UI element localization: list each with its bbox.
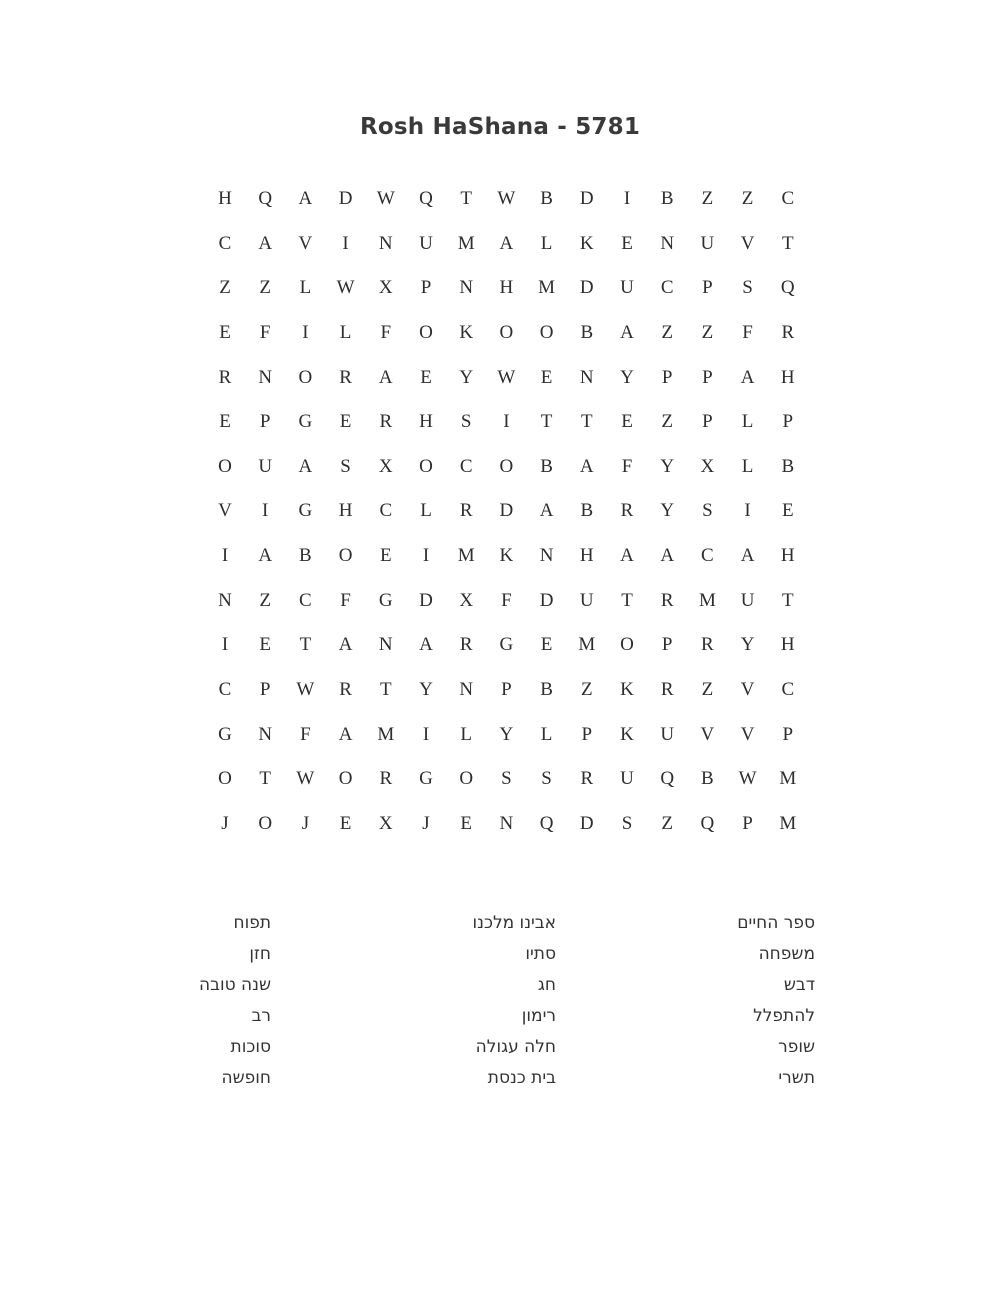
grid-letter[interactable]: E xyxy=(219,411,231,433)
word-bank-item: תשרי xyxy=(778,1068,815,1088)
grid-letter[interactable]: R xyxy=(339,679,352,701)
grid-letter[interactable]: G xyxy=(298,411,313,433)
grid-letter[interactable]: S xyxy=(742,277,753,299)
grid-letter[interactable]: F xyxy=(340,589,351,611)
grid-letter[interactable]: S xyxy=(541,768,552,790)
grid-letter[interactable]: E xyxy=(781,500,794,522)
grid-letter[interactable]: A xyxy=(338,723,353,745)
word-bank-item: רב xyxy=(251,1006,271,1026)
grid-letter[interactable]: L xyxy=(540,232,553,254)
grid-letter[interactable]: M xyxy=(457,545,475,567)
grid-row xyxy=(205,586,795,631)
grid-letter[interactable]: C xyxy=(701,545,714,567)
grid-row xyxy=(205,184,795,229)
grid-letter[interactable]: I xyxy=(221,545,229,567)
grid-letter[interactable]: D xyxy=(419,589,433,611)
grid-letter[interactable]: X xyxy=(378,812,393,834)
grid-letter[interactable]: M xyxy=(779,768,797,790)
grid-row xyxy=(205,764,795,809)
grid-letter[interactable]: V xyxy=(298,232,313,254)
grid-letter[interactable]: F xyxy=(259,321,271,343)
grid-letter[interactable]: O xyxy=(218,768,232,790)
word-bank-item: חזן xyxy=(249,944,271,964)
grid-letter[interactable]: N xyxy=(218,589,232,611)
grid-letter[interactable]: G xyxy=(218,723,232,745)
page-title: Rosh HaShana - 5781 xyxy=(359,114,641,140)
grid-letter[interactable]: J xyxy=(221,812,229,834)
grid-letter[interactable]: D xyxy=(579,188,594,209)
grid-letter[interactable]: A xyxy=(579,455,594,477)
grid-letter[interactable]: I xyxy=(422,545,430,567)
word-bank-item: חופשה xyxy=(221,1068,271,1088)
grid-letter[interactable]: I xyxy=(302,321,309,343)
word-bank-item: חג xyxy=(537,975,556,995)
grid-letter[interactable]: A xyxy=(620,545,634,567)
grid-letter[interactable]: P xyxy=(702,411,713,433)
grid-letter[interactable]: Z xyxy=(661,812,673,834)
grid-letter[interactable]: A xyxy=(258,545,273,567)
grid-letter[interactable]: O xyxy=(620,634,634,656)
grid-letter[interactable]: L xyxy=(420,500,432,522)
grid-letter[interactable]: Z xyxy=(701,188,714,209)
grid-letter[interactable]: A xyxy=(660,545,675,567)
grid-letter[interactable]: K xyxy=(459,321,474,343)
grid-row xyxy=(205,496,795,541)
grid-letter[interactable]: Z xyxy=(661,411,673,433)
grid-letter[interactable]: P xyxy=(702,277,713,299)
grid-letter[interactable]: I xyxy=(221,634,229,656)
grid-letter[interactable]: P xyxy=(420,277,432,299)
grid-letter[interactable]: L xyxy=(339,321,352,343)
grid-row xyxy=(205,541,795,586)
grid-letter[interactable]: F xyxy=(742,321,753,343)
grid-letter[interactable]: O xyxy=(258,812,273,834)
grid-letter[interactable]: M xyxy=(377,723,395,745)
word-search-grid xyxy=(205,184,795,854)
grid-letter[interactable]: H xyxy=(780,545,795,567)
grid-letter[interactable]: E xyxy=(339,411,352,433)
grid-letter[interactable]: W xyxy=(336,277,355,299)
grid-letter[interactable]: E xyxy=(540,366,553,388)
grid-letter[interactable]: S xyxy=(340,455,351,477)
grid-letter[interactable]: X xyxy=(378,277,393,299)
grid-letter[interactable]: L xyxy=(741,411,754,433)
grid-letter[interactable]: S xyxy=(460,411,472,433)
grid-letter[interactable]: O xyxy=(499,321,514,343)
grid-letter[interactable]: H xyxy=(579,545,594,567)
grid-letter[interactable]: A xyxy=(499,232,514,254)
grid-letter[interactable]: G xyxy=(499,634,514,656)
grid-letter[interactable]: C xyxy=(660,277,674,299)
grid-letter[interactable]: P xyxy=(742,812,753,834)
word-bank-item: משפחה xyxy=(758,944,815,964)
grid-row xyxy=(205,630,795,675)
grid-letter[interactable]: O xyxy=(499,455,514,477)
grid-letter[interactable]: T xyxy=(259,768,271,790)
grid-letter[interactable]: U xyxy=(419,232,433,254)
grid-letter[interactable]: N xyxy=(660,232,675,254)
grid-letter[interactable]: T xyxy=(379,679,392,701)
word-bank-item: סוכות xyxy=(230,1037,271,1057)
grid-letter[interactable]: R xyxy=(580,768,594,790)
grid-row xyxy=(205,363,795,408)
word-bank-item: סתיו xyxy=(525,944,556,964)
grid-letter[interactable]: A xyxy=(378,366,393,388)
grid-letter[interactable]: K xyxy=(620,679,634,701)
grid-letter[interactable]: L xyxy=(540,723,553,745)
grid-letter[interactable]: D xyxy=(579,277,594,299)
grid-letter[interactable]: V xyxy=(700,723,715,745)
grid-letter[interactable]: E xyxy=(219,321,231,343)
grid-letter[interactable]: Q xyxy=(700,812,715,834)
grid-letter[interactable]: B xyxy=(781,455,795,477)
grid-letter[interactable]: E xyxy=(259,634,271,656)
grid-letter[interactable]: P xyxy=(782,411,794,433)
grid-letter[interactable]: Z xyxy=(259,277,271,299)
grid-letter[interactable]: P xyxy=(501,679,512,701)
grid-letter[interactable]: T xyxy=(781,232,794,254)
grid-letter[interactable]: V xyxy=(740,232,755,254)
grid-letter[interactable]: X xyxy=(378,455,393,477)
grid-letter[interactable]: P xyxy=(581,723,593,745)
grid-letter[interactable]: B xyxy=(580,321,594,343)
grid-letter[interactable]: X xyxy=(459,589,474,611)
grid-letter[interactable]: P xyxy=(661,634,673,656)
grid-letter[interactable]: E xyxy=(339,812,352,834)
grid-letter[interactable]: U xyxy=(660,723,675,745)
grid-letter[interactable]: O xyxy=(419,321,433,343)
grid-letter[interactable]: V xyxy=(218,500,232,522)
grid-letter[interactable]: D xyxy=(579,812,594,834)
grid-row xyxy=(205,675,795,720)
grid-letter[interactable]: Z xyxy=(741,188,754,209)
grid-letter[interactable]: U xyxy=(620,768,634,790)
grid-letter[interactable]: A xyxy=(258,232,273,254)
grid-row xyxy=(205,273,795,318)
grid-letter[interactable]: I xyxy=(342,232,349,254)
grid-letter[interactable]: R xyxy=(781,321,795,343)
grid-letter[interactable]: G xyxy=(378,589,393,611)
grid-letter[interactable]: C xyxy=(459,455,473,477)
grid-letter[interactable]: H xyxy=(499,277,514,299)
grid-letter[interactable]: Q xyxy=(419,188,433,209)
grid-letter[interactable]: R xyxy=(459,500,473,522)
grid-letter[interactable]: C xyxy=(299,589,312,611)
grid-letter[interactable]: U xyxy=(700,232,715,254)
grid-letter[interactable]: N xyxy=(258,366,273,388)
grid-letter[interactable]: F xyxy=(621,455,633,477)
grid-letter[interactable]: I xyxy=(744,500,751,522)
grid-letter[interactable]: B xyxy=(540,679,553,701)
grid-letter[interactable]: R xyxy=(620,500,634,522)
word-bank-middle-column xyxy=(473,908,556,1094)
grid-letter[interactable]: B xyxy=(299,545,312,567)
grid-letter[interactable]: R xyxy=(379,411,393,433)
grid-letter[interactable]: H xyxy=(780,634,795,656)
grid-letter[interactable]: I xyxy=(262,500,269,522)
grid-letter[interactable]: F xyxy=(380,321,392,343)
grid-letter[interactable]: Z xyxy=(701,321,714,343)
grid-letter[interactable]: T xyxy=(781,589,794,611)
grid-letter[interactable]: M xyxy=(578,634,596,656)
grid-letter[interactable]: I xyxy=(422,723,430,745)
grid-letter[interactable]: X xyxy=(700,455,715,477)
grid-letter[interactable]: Z xyxy=(701,679,714,701)
grid-letter[interactable]: O xyxy=(298,366,313,388)
grid-letter[interactable]: B xyxy=(540,455,553,477)
grid-letter[interactable]: Y xyxy=(660,455,675,477)
grid-letter[interactable]: S xyxy=(621,812,633,834)
grid-letter[interactable]: O xyxy=(218,455,232,477)
grid-letter[interactable]: G xyxy=(419,768,433,790)
grid-letter[interactable]: S xyxy=(702,500,713,522)
grid-letter[interactable]: D xyxy=(539,589,554,611)
grid-letter[interactable]: W xyxy=(296,768,315,790)
grid-letter[interactable]: R xyxy=(459,634,473,656)
grid-letter[interactable]: B xyxy=(701,768,714,790)
grid-letter[interactable]: I xyxy=(503,411,510,433)
grid-letter[interactable]: C xyxy=(218,232,232,254)
grid-letter[interactable]: A xyxy=(539,500,554,522)
grid-letter[interactable]: E xyxy=(540,634,553,656)
grid-letter[interactable]: N xyxy=(499,812,514,834)
grid-letter[interactable]: Y xyxy=(660,500,675,522)
grid-letter[interactable]: S xyxy=(501,768,512,790)
grid-letter[interactable]: R xyxy=(660,679,674,701)
grid-letter[interactable]: O xyxy=(338,545,353,567)
word-bank-left-column xyxy=(199,908,271,1094)
grid-letter[interactable]: A xyxy=(338,634,353,656)
grid-letter[interactable]: T xyxy=(460,188,472,209)
grid-letter[interactable]: U xyxy=(579,589,594,611)
grid-letter[interactable]: W xyxy=(497,188,516,209)
grid-letter[interactable]: U xyxy=(620,277,634,299)
grid-letter[interactable]: P xyxy=(661,366,673,388)
grid-letter[interactable]: E xyxy=(621,232,633,254)
grid-letter[interactable]: N xyxy=(579,366,594,388)
grid-letter[interactable]: Z xyxy=(580,679,593,701)
grid-letter[interactable]: A xyxy=(620,321,634,343)
grid-letter[interactable]: E xyxy=(420,366,432,388)
grid-letter[interactable]: Q xyxy=(660,768,675,790)
grid-letter[interactable]: Y xyxy=(499,723,514,745)
grid-row xyxy=(205,809,795,854)
grid-letter[interactable]: M xyxy=(698,589,716,611)
grid-letter[interactable]: O xyxy=(419,455,433,477)
grid-letter[interactable]: A xyxy=(740,545,755,567)
grid-letter[interactable]: N xyxy=(539,545,554,567)
grid-letter[interactable]: G xyxy=(298,500,313,522)
grid-letter[interactable]: N xyxy=(459,679,474,701)
grid-letter[interactable]: T xyxy=(299,634,312,656)
grid-letter[interactable]: M xyxy=(538,277,556,299)
grid-letter[interactable]: E xyxy=(379,545,392,567)
grid-letter[interactable]: M xyxy=(457,232,475,254)
grid-letter[interactable]: P xyxy=(259,679,271,701)
grid-letter[interactable]: H xyxy=(780,366,795,388)
grid-letter[interactable]: C xyxy=(781,679,795,701)
grid-letter[interactable]: I xyxy=(623,188,631,209)
grid-letter[interactable]: O xyxy=(459,768,474,790)
grid-letter[interactable]: Q xyxy=(258,188,273,209)
grid-letter[interactable]: V xyxy=(740,679,755,701)
word-bank-item: דבש xyxy=(783,975,815,995)
grid-letter[interactable]: V xyxy=(740,723,755,745)
grid-letter[interactable]: A xyxy=(419,634,433,656)
grid-letter[interactable]: R xyxy=(701,634,714,656)
grid-row xyxy=(205,720,795,765)
grid-letter[interactable]: L xyxy=(741,455,754,477)
grid-letter[interactable]: O xyxy=(338,768,353,790)
grid-letter[interactable]: D xyxy=(499,500,514,522)
word-bank-item: רימון xyxy=(521,1006,556,1026)
grid-letter[interactable]: J xyxy=(301,812,310,834)
grid-row xyxy=(205,229,795,274)
grid-letter[interactable]: Q xyxy=(539,812,554,834)
grid-letter[interactable]: N xyxy=(258,723,273,745)
grid-letter[interactable]: T xyxy=(621,589,633,611)
grid-letter[interactable]: U xyxy=(740,589,755,611)
grid-letter[interactable]: N xyxy=(459,277,474,299)
grid-letter[interactable]: N xyxy=(378,634,393,656)
grid-letter[interactable]: Q xyxy=(780,277,795,299)
grid-letter[interactable]: L xyxy=(299,277,312,299)
grid-letter[interactable]: E xyxy=(621,411,633,433)
grid-letter[interactable]: Y xyxy=(459,366,474,388)
grid-letter[interactable]: C xyxy=(218,679,232,701)
grid-letter[interactable]: F xyxy=(300,723,311,745)
grid-letter[interactable]: U xyxy=(258,455,273,477)
grid-letter[interactable]: R xyxy=(218,366,232,388)
grid-letter[interactable]: H xyxy=(419,411,433,433)
grid-letter[interactable]: Y xyxy=(620,366,634,388)
grid-letter[interactable]: B xyxy=(660,188,674,209)
grid-letter[interactable]: B xyxy=(580,500,594,522)
grid-letter[interactable]: Z xyxy=(219,277,231,299)
grid-letter[interactable]: W xyxy=(296,679,315,701)
grid-letter[interactable]: T xyxy=(540,411,553,433)
grid-letter[interactable]: P xyxy=(782,723,794,745)
word-bank-item: אבינו מלכנו xyxy=(472,913,556,933)
word-bank-item: שופר xyxy=(778,1037,815,1057)
grid-letter[interactable]: R xyxy=(660,589,674,611)
grid-letter[interactable]: N xyxy=(378,232,393,254)
grid-letter[interactable]: R xyxy=(379,768,393,790)
grid-letter[interactable]: M xyxy=(779,812,797,834)
word-bank-item: להתפלל xyxy=(753,1006,815,1026)
word-bank-right-column xyxy=(737,908,815,1094)
grid-row xyxy=(205,452,795,497)
grid-letter[interactable]: K xyxy=(579,232,594,254)
grid-letter[interactable]: T xyxy=(580,411,593,433)
grid-letter[interactable]: P xyxy=(259,411,271,433)
grid-letter[interactable]: B xyxy=(540,188,553,209)
word-bank-item: תפוח xyxy=(233,913,271,933)
word-bank-item: שנה טובה xyxy=(199,975,271,995)
grid-letter[interactable]: C xyxy=(379,500,393,522)
grid-letter[interactable]: A xyxy=(740,366,755,388)
grid-row xyxy=(205,407,795,452)
grid-letter[interactable]: C xyxy=(781,188,795,209)
grid-letter[interactable]: P xyxy=(702,366,713,388)
word-bank-item: חלה עגולה xyxy=(475,1037,556,1057)
grid-letter[interactable]: H xyxy=(218,188,232,209)
grid-letter[interactable]: Y xyxy=(740,634,755,656)
grid-row xyxy=(205,318,795,363)
grid-letter[interactable]: W xyxy=(497,366,516,388)
grid-letter[interactable]: Z xyxy=(259,589,271,611)
grid-letter[interactable]: A xyxy=(298,455,313,477)
grid-letter[interactable]: F xyxy=(501,589,512,611)
word-bank-item: בית כנסת xyxy=(487,1068,556,1088)
grid-letter[interactable]: W xyxy=(376,188,395,209)
grid-letter[interactable]: E xyxy=(460,812,472,834)
grid-letter[interactable]: J xyxy=(422,812,430,834)
grid-letter[interactable]: W xyxy=(738,768,757,790)
word-bank-item: ספר החיים xyxy=(737,913,815,933)
grid-letter[interactable]: K xyxy=(499,545,514,567)
grid-letter[interactable]: Y xyxy=(419,679,433,701)
grid-letter[interactable]: K xyxy=(620,723,634,745)
grid-letter[interactable]: Z xyxy=(661,321,673,343)
grid-letter[interactable]: D xyxy=(338,188,353,209)
grid-letter[interactable]: R xyxy=(339,366,352,388)
grid-letter[interactable]: L xyxy=(460,723,472,745)
grid-letter[interactable]: A xyxy=(298,188,313,209)
grid-letter[interactable]: H xyxy=(338,500,353,522)
grid-letter[interactable]: O xyxy=(539,321,554,343)
